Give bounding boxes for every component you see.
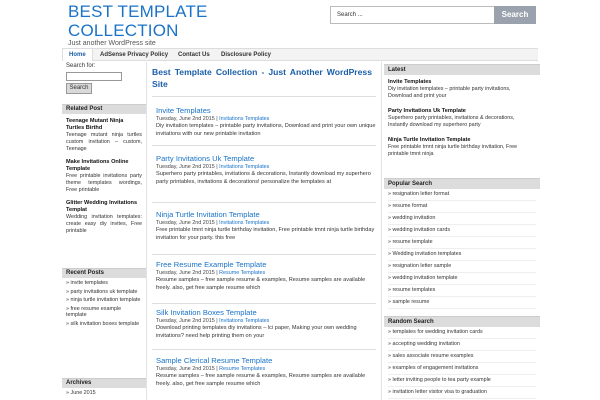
latest-post-item[interactable] (388, 137, 536, 158)
nav-item-contact-us[interactable]: Contact Us (178, 52, 210, 58)
latest-post-excerpt: Superhero party printables, invitations & decorations, Instantly download my superhero party (388, 115, 515, 128)
popular-search-link[interactable]: » resume format (388, 201, 536, 213)
header-search-input[interactable]: Search ... (330, 6, 536, 24)
widget-title: Latest (384, 64, 540, 75)
divider (152, 202, 376, 203)
post-date: Tuesday, June 2nd 2015 | (156, 116, 218, 122)
popular-search-link[interactable]: » resume templates (388, 285, 536, 297)
related-post-title[interactable]: Teenage Mutant Ninja Turtles Birthd (66, 118, 124, 131)
post-item (156, 356, 378, 388)
related-post-title[interactable]: Make Invitations Online Template (66, 159, 129, 172)
related-post-widget (62, 104, 146, 235)
site-tagline: Just another WordPress site (68, 40, 156, 47)
latest-post-excerpt: Diy invitation templates – printable party invitations, Download and print your (388, 86, 511, 99)
divider (152, 145, 376, 146)
post-title-link[interactable]: Sample Clerical Resume Template (156, 356, 273, 365)
latest-post-excerpt: Free printable tmnt ninja turtle birthday invitation, Free printable tmnt ninja (388, 144, 518, 157)
random-search-link[interactable]: » examples of engagement invitations (388, 363, 536, 375)
recent-post-link[interactable]: » silk invitation boxes template (66, 321, 142, 328)
divider (152, 96, 376, 97)
nav-item-home[interactable]: Home (62, 49, 93, 61)
popular-search-link[interactable]: » sample resume (388, 297, 536, 309)
post-category-link[interactable]: Invitations Templates (219, 318, 270, 324)
random-search-link[interactable]: » sales associate resume examples (388, 351, 536, 363)
popular-search-link[interactable]: » resignation letter sample (388, 261, 536, 273)
post-date: Tuesday, June 2nd 2015 | (156, 164, 218, 170)
widget-title: Related Post (62, 104, 146, 114)
recent-post-link[interactable]: » ninja turtle invitation template (66, 297, 142, 304)
random-search-link[interactable]: » invitation letter visitor visa to graduation (388, 387, 536, 399)
latest-post-title[interactable]: Party Invitations Uk Template (388, 108, 466, 114)
column-divider (146, 62, 147, 400)
post-date: Tuesday, June 2nd 2015 | (156, 270, 218, 276)
post-excerpt: Free printable tmnt ninja turtle birthday invitation, Free printable tmnt ninja turtle birthday invitation for your party. this free (156, 227, 375, 241)
related-post-excerpt: Wedding invitation templates: create easy diy invites, Free printable (66, 214, 142, 234)
page-heading: Best Template Collection - Just Another WordPress Site (152, 67, 372, 89)
random-search-link[interactable]: » letter inviting people to tea party example (388, 375, 536, 387)
recent-post-link[interactable]: » free resume example template (66, 306, 142, 319)
post-item (156, 260, 378, 292)
popular-search-link[interactable]: » wedding invitation template (388, 273, 536, 285)
site-title[interactable]: BEST TEMPLATE COLLECTION (68, 2, 208, 40)
nav-item-disclosure-policy[interactable]: Disclosure Policy (221, 52, 272, 58)
latest-post-title[interactable]: Invite Templates (388, 79, 432, 85)
search-label: Search for: (66, 63, 96, 69)
related-post-title[interactable]: Glitter Wedding Invitations Templat (66, 200, 138, 213)
post-category-link[interactable]: Resume Templates (219, 366, 266, 372)
post-meta (156, 365, 378, 373)
popular-search-link[interactable]: » wedding invitation (388, 213, 536, 225)
latest-widget (384, 64, 540, 158)
post-category-link[interactable]: Resume Templates (219, 270, 266, 276)
divider (152, 349, 376, 350)
post-date: Tuesday, June 2nd 2015 | (156, 220, 218, 226)
popular-search-link[interactable]: » Wedding invitation templates (388, 249, 536, 261)
header-search-button[interactable]: Search (494, 6, 536, 24)
related-post-item[interactable] (66, 159, 142, 194)
post-meta (156, 317, 378, 325)
post-title-link[interactable]: Invite Templates (156, 106, 211, 115)
post-title-link[interactable]: Silk Invitation Boxes Template (156, 308, 257, 317)
recent-posts-widget (62, 268, 146, 327)
post-item (156, 308, 378, 340)
popular-search-link[interactable]: » resignation letter format (388, 189, 536, 201)
related-post-item[interactable] (66, 200, 142, 235)
widget-title: Recent Posts (62, 268, 146, 278)
post-excerpt: Download printing templates diy invitations – lci paper, Making your own wedding invitations? need help printing them on your (156, 325, 357, 339)
archives-widget (62, 378, 146, 397)
post-meta (156, 219, 378, 227)
recent-post-link[interactable]: » invite templates (66, 280, 142, 287)
post-item (156, 106, 378, 138)
widget-title: Random Search (384, 316, 540, 327)
sidebar-search-button[interactable]: Search (66, 83, 92, 94)
column-divider (381, 62, 382, 400)
site-header (0, 0, 600, 48)
post-category-link[interactable]: Invitations Templates (219, 164, 270, 170)
post-excerpt: Resume samples – free sample resume & examples, Resume samples are available freely. also, get free sample resume which (156, 277, 366, 291)
post-date: Tuesday, June 2nd 2015 | (156, 318, 218, 324)
popular-search-widget (384, 178, 540, 309)
related-post-excerpt: Free printable invitations party theme templates wordings, Free printable (66, 173, 142, 193)
post-meta (156, 269, 378, 277)
post-date: Tuesday, June 2nd 2015 | (156, 366, 218, 372)
random-search-widget (384, 316, 540, 399)
random-search-link[interactable]: » accepting wedding invitation (388, 339, 536, 351)
post-title-link[interactable]: Party Invitations Uk Template (156, 154, 255, 163)
post-meta (156, 163, 378, 171)
post-title-link[interactable]: Ninja Turtle Invitation Template (156, 210, 260, 219)
post-excerpt: Superhero party printables, invitations & decorations, Instantly download my superhero party printables, invitations & decorations! personalize the templates at (156, 171, 371, 185)
main-nav (62, 48, 538, 61)
widget-title: Archives (62, 378, 146, 388)
related-post-item[interactable] (66, 118, 142, 153)
post-category-link[interactable]: Invitations Templates (219, 220, 270, 226)
post-title-link[interactable]: Free Resume Example Template (156, 260, 267, 269)
post-item (156, 154, 378, 186)
latest-post-item[interactable] (388, 108, 536, 129)
random-search-link[interactable]: » templates for wedding invitation cards (388, 327, 536, 339)
post-category-link[interactable]: Invitations Templates (219, 116, 270, 122)
divider (152, 303, 376, 304)
popular-search-link[interactable]: » wedding invitation cards (388, 225, 536, 237)
post-meta (156, 115, 378, 123)
related-post-excerpt: Teenage mutant ninja turtles custom invitation – custom, Teenage (66, 132, 142, 152)
latest-post-title[interactable]: Ninja Turtle Invitation Template (388, 137, 471, 143)
recent-post-link[interactable]: » party invitations uk template (66, 289, 142, 296)
latest-post-item[interactable] (388, 79, 536, 100)
post-item (156, 210, 378, 242)
post-excerpt: Resume samples – free sample resume & examples, Resume samples are available freely. also, get free sample resume which (156, 373, 366, 387)
divider (152, 254, 376, 255)
nav-item-adsense-privacy-policy[interactable]: AdSense Privacy Policy (100, 52, 169, 58)
post-excerpt: Diy invitation templates – printable party invitations, Download and print your own unique invitations with our new printable invitation (156, 123, 376, 137)
popular-search-link[interactable]: » resume template (388, 237, 536, 249)
widget-title: Popular Search (384, 178, 540, 189)
sidebar-search-input[interactable] (66, 72, 122, 81)
archive-link[interactable]: » June 2015 (66, 390, 142, 397)
